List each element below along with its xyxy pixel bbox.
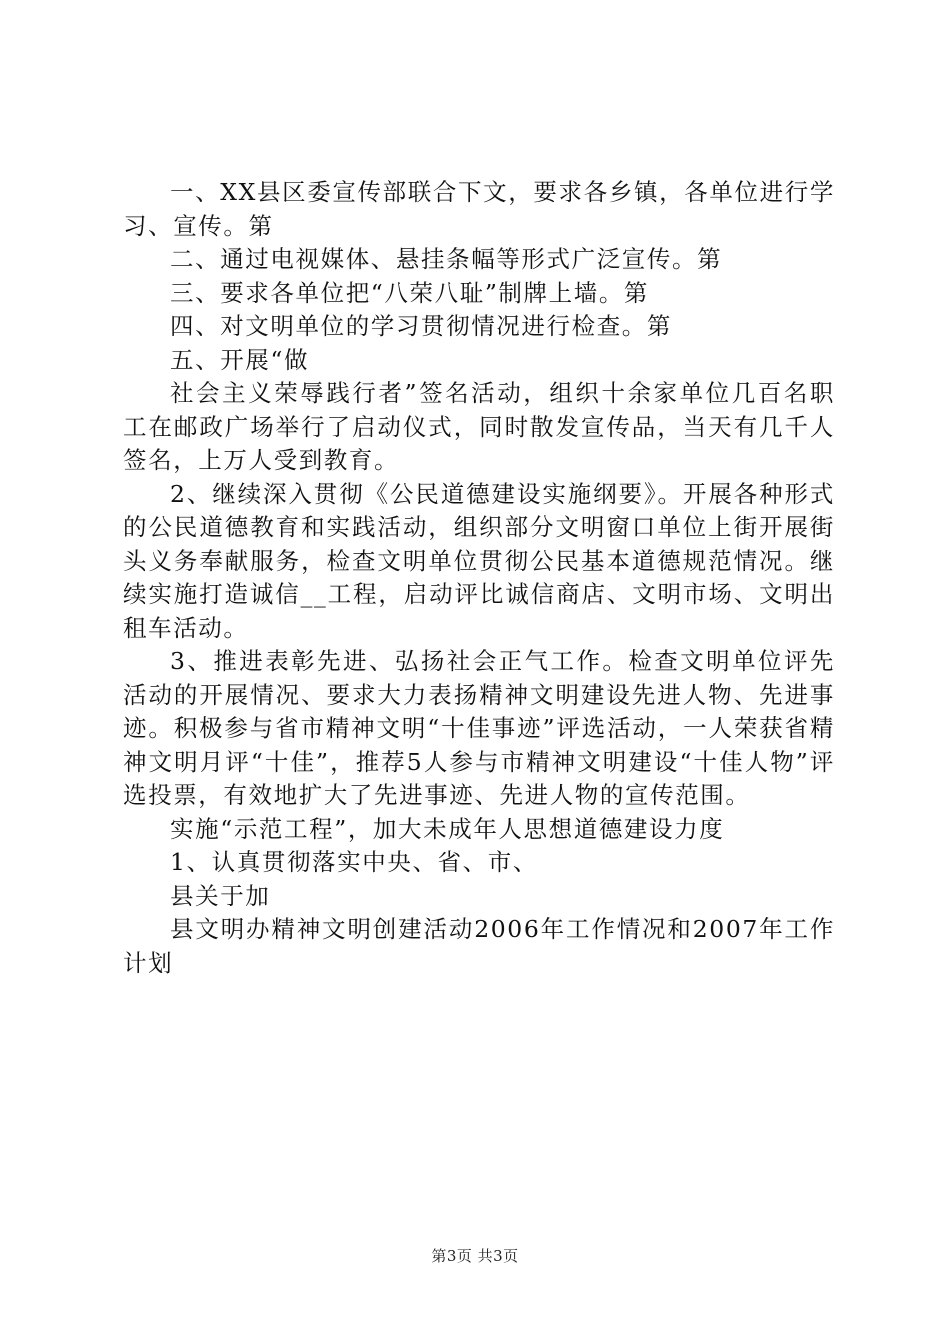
- paragraph: 三、要求各单位把“八荣八耻”制牌上墙。第: [170, 278, 650, 307]
- document-body: [123, 176, 835, 980]
- paragraph: 实施“示范工程”，加大未成年人思想道德建设力度: [170, 814, 725, 843]
- paragraph: 县文明办精神文明创建活动2006年工作情况和2007年工作计划: [123, 915, 835, 977]
- paragraph: 县关于加: [170, 881, 271, 910]
- page-number-footer: 第3页 共3页: [431, 1247, 519, 1265]
- paragraph: 2、继续深入贯彻《公民道德建设实施纲要》。开展各种形式的公民道德教育和实践活动，组织部分文明窗口单位上街开展街头义务奉献服务，检查文明单位贯彻公民基本道德规范情况。继续实施打造诚信__工程，启动评比诚信商店、文明市场、文明出租车活动。: [123, 479, 835, 642]
- paragraph: 五、开展“做: [170, 345, 310, 374]
- paragraph: 四、对文明单位的学习贯彻情况进行检查。第: [170, 312, 672, 340]
- paragraph: 二、通过电视媒体、悬挂条幅等形式广泛宣传。第: [170, 245, 723, 273]
- paragraph: 1、认真贯彻落实中央、省、市、: [170, 848, 538, 876]
- paragraph: 一、XX县区委宣传部联合下文，要求各乡镇，各单位进行学习、宣传。第: [123, 178, 835, 240]
- paragraph: 3、推进表彰先进、弘扬社会正气工作。检查文明单位评先活动的开展情况、要求大力表扬精神文明建设先进人物、先进事迹。积极参与省市精神文明“十佳事迹”评选活动，一人荣获省精神文明月评“十佳”，推荐5人参与市精神文明建设“十佳人物”评选投票，有效地扩大了先进事迹、先进人物的宣传范围。: [123, 647, 835, 809]
- paragraph: 社会主义荣辱践行者”签名活动，组织十余家单位几百名职工在邮政广场举行了启动仪式，同时散发宣传品，当天有几千人签名，上万人受到教育。: [123, 379, 835, 474]
